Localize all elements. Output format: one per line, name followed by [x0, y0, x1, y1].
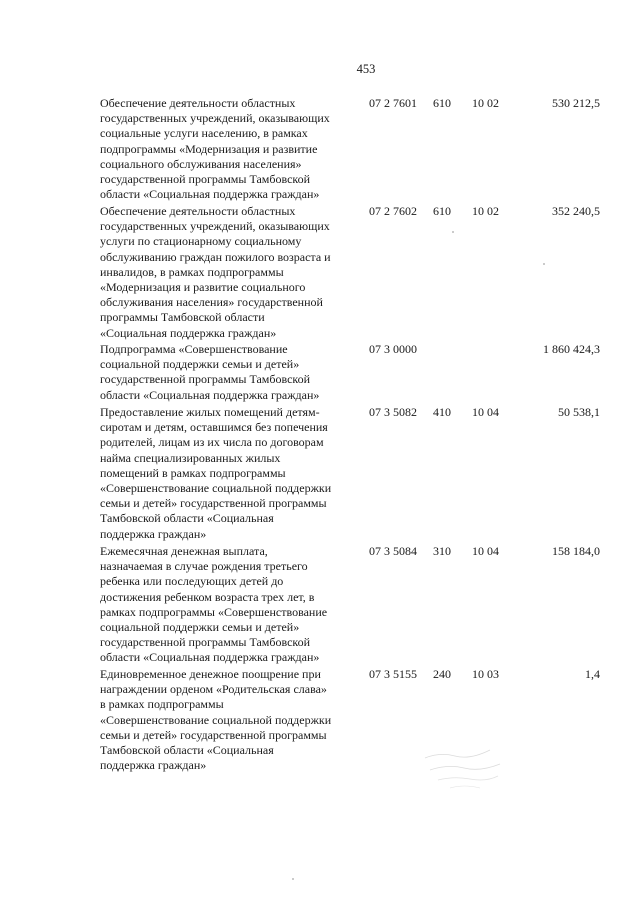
row-expense-type: 240	[433, 667, 451, 681]
row-description: Единовременное денежное поощрение при награждении орденом «Родительская слава» в рамках подпрограммы «Совершенствование социальной поддержки семьи и детей» государственной программы Тамбовской области «Социальная поддержка граждан»	[100, 667, 332, 773]
row-section: 10 02	[472, 96, 499, 110]
page-number: 453	[356, 62, 376, 76]
row-target-code: 07 3 5082	[369, 405, 417, 419]
scan-speck	[292, 878, 294, 880]
row-expense-type: 610	[433, 204, 451, 218]
faint-stamp-mark	[420, 738, 510, 798]
row-expense-type: 310	[433, 544, 451, 558]
row-amount: 1 860 424,3	[543, 342, 600, 356]
row-target-code: 07 3 5084	[369, 544, 417, 558]
row-expense-type: 410	[433, 405, 451, 419]
row-section: 10 03	[472, 667, 499, 681]
row-description: Обеспечение деятельности областных государственных учреждений, оказывающих услуги по стационарному социальному обслуживанию граждан пожилого возраста и инвалидов, в рамках подпрограммы «Модернизация и развитие социального обслуживания населения» государственной программы Тамбовской области «Социальная поддержка граждан»	[100, 204, 331, 340]
scan-speck	[452, 231, 454, 233]
row-expense-type: 610	[433, 96, 451, 110]
row-section: 10 04	[472, 544, 499, 558]
row-section: 10 04	[472, 405, 499, 419]
row-amount: 530 212,5	[552, 96, 600, 110]
row-amount: 50 538,1	[558, 405, 600, 419]
row-target-code: 07 2 7601	[369, 96, 417, 110]
row-description: Предоставление жилых помещений детям- сиротам и детям, оставшимся без попечения родителей, лицам из их числа по договорам найма специализированных жилых помещений в рамках подпрограммы «Совершенствование социальной поддержки семьи и детей» государственной программы Тамбовской области «Социальная поддержка граждан»	[100, 405, 332, 541]
row-description: Ежемесячная денежная выплата, назначаемая в случае рождения третьего ребенка или последующих детей до достижения ребенком возраста трех лет, в рамках подпрограммы «Совершенствование социальной поддержки семьи и детей» государственной программы Тамбовской области «Социальная поддержка граждан»	[100, 544, 328, 665]
row-target-code: 07 3 0000	[369, 342, 417, 356]
row-description: Обеспечение деятельности областных государственных учреждений, оказывающих социальные услуги населению, в рамках подпрограммы «Модернизация и развитие социального обслуживания населения» государственной программы Тамбовской области «Социальная поддержка граждан»	[100, 96, 330, 202]
row-target-code: 07 2 7602	[369, 204, 417, 218]
row-amount: 158 184,0	[552, 544, 600, 558]
row-description: Подпрограмма «Совершенствование социальной поддержки семьи и детей» государственной программы Тамбовской области «Социальная поддержка граждан»	[100, 342, 320, 402]
scan-speck	[543, 263, 545, 265]
row-section: 10 02	[472, 204, 499, 218]
row-amount: 1,4	[585, 667, 600, 681]
row-target-code: 07 3 5155	[369, 667, 417, 681]
row-amount: 352 240,5	[552, 204, 600, 218]
